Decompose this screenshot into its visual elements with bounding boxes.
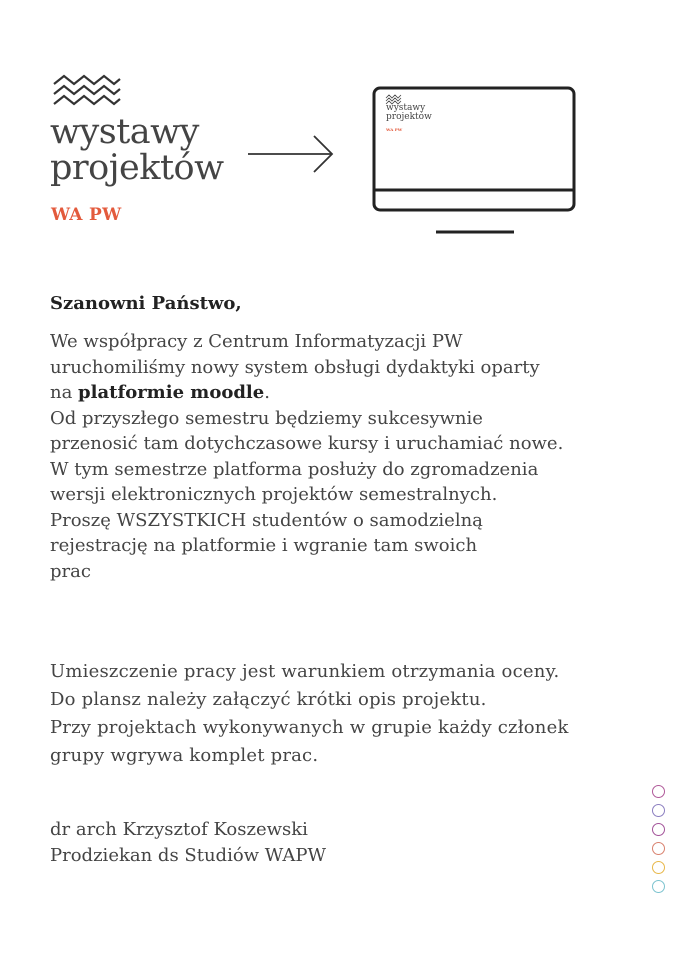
text-line: W tym semestrze platforma posłuży do zgromadzenia (50, 458, 539, 480)
arrow-right-icon (246, 132, 338, 176)
text-fragment: . (264, 382, 270, 403)
monitor-logo-subtitle: WA PW (386, 127, 403, 132)
text-line: przenosić tam dotychczasowe kursy i uruchamiać nowe. (50, 433, 564, 454)
text-line: Do plansz należy załączyć krótki opis projektu. (50, 689, 487, 710)
circle-icon (652, 842, 665, 855)
logo-title (50, 114, 224, 186)
monitor-logo-line-2: projektów (386, 112, 432, 122)
signature-block (50, 817, 326, 869)
waves-icon (52, 72, 122, 112)
text-line: Od przyszłego semestru będziemy sukcesywnie (50, 407, 483, 429)
text-line: uruchomiliśmy nowy system obsługi dydaktyki oparty (50, 356, 540, 378)
monitor-logo (386, 104, 432, 134)
logo-subtitle: WA PW (51, 205, 122, 225)
circle-icon (652, 804, 665, 817)
text-line: We współpracy z Centrum Informatyzacji PW (50, 331, 463, 352)
text-line: grupy wgrywa komplet prac. (50, 745, 319, 766)
text-line: Przy projektach wykonywanych w grupie każdy członek (50, 717, 569, 738)
letter-paragraph-2 (50, 658, 650, 770)
letter-greeting: Szanowni Państwo, (50, 293, 242, 314)
platform-name: platformie moodle (78, 382, 265, 403)
decorative-circles (652, 785, 670, 900)
logo-line-2: projektów (50, 148, 224, 188)
logo-line-1: wystawy (50, 112, 199, 152)
text-line: wersji elektronicznych projektów semestralnych. (50, 484, 498, 505)
text-line: rejestrację na platformie i wgranie tam swoich (50, 535, 478, 556)
signature-title: Prodziekan ds Studiów WAPW (50, 845, 327, 866)
text-line: Umieszczenie pracy jest warunkiem otrzymania oceny. (50, 661, 560, 682)
text-line: prac (50, 560, 91, 582)
text-line (50, 380, 650, 406)
letter-paragraph-1 (50, 329, 650, 584)
circle-icon (652, 861, 665, 874)
circle-icon (652, 880, 665, 893)
text-fragment: na (50, 382, 79, 403)
text-line: Proszę WSZYSTKICH studentów o samodzielną (50, 509, 483, 531)
circle-icon (652, 785, 665, 798)
signature-name: dr arch Krzysztof Koszewski (50, 819, 308, 840)
monitor-logo-line-1: wystawy (386, 103, 426, 113)
circle-icon (652, 823, 665, 836)
